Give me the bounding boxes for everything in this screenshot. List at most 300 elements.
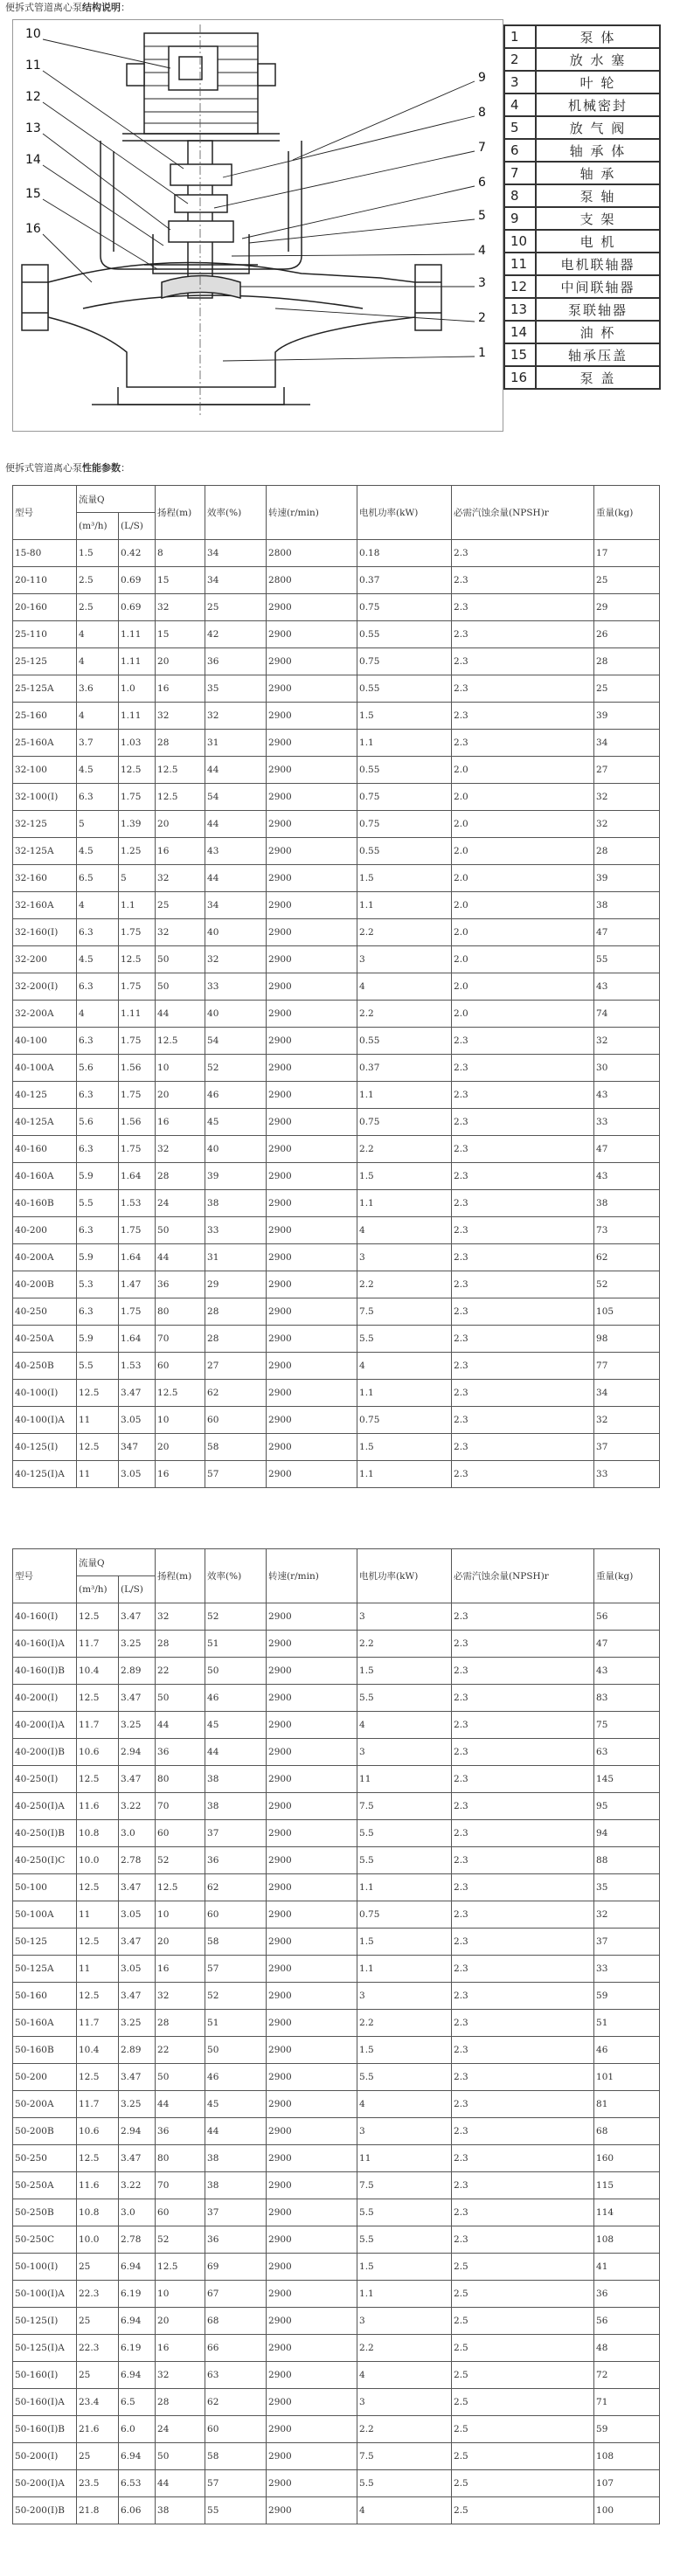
cell-flow-ls: 6.19 (119, 2335, 156, 2362)
cell-flow-m3h: 10.6 (77, 1739, 119, 1766)
callout-4: 4 (478, 244, 486, 258)
cell-speed: 2800 (267, 540, 357, 567)
cell-npsh: 2.5 (452, 2254, 594, 2281)
cell-efficiency: 42 (205, 621, 267, 648)
table-row (13, 1901, 660, 1929)
cell-flow-m3h: 6.3 (77, 1082, 119, 1109)
legend-number: 5 (504, 116, 536, 139)
cell-efficiency: 54 (205, 1028, 267, 1055)
cell-speed: 2900 (267, 2091, 357, 2118)
cell-model: 50-250C (13, 2226, 77, 2254)
cell-head: 16 (156, 838, 205, 865)
cell-npsh: 2.3 (452, 2037, 594, 2064)
cell-flow-m3h: 5.6 (77, 1109, 119, 1136)
table-row (13, 2281, 660, 2308)
cell-head: 10 (156, 1407, 205, 1434)
cell-flow-m3h: 3.7 (77, 730, 119, 757)
cell-head: 22 (156, 2037, 205, 2064)
cell-flow-ls: 1.47 (119, 1271, 156, 1298)
cell-flow-ls: 6.94 (119, 2362, 156, 2389)
table-row (13, 648, 660, 675)
cell-speed: 2900 (267, 2037, 357, 2064)
cell-npsh: 2.0 (452, 811, 594, 838)
cell-flow-m3h: 11.7 (77, 1631, 119, 1658)
cell-flow-m3h: 5.5 (77, 1190, 119, 1217)
cell-weight: 56 (594, 2308, 660, 2335)
cell-flow-m3h: 25 (77, 2443, 119, 2470)
cell-weight: 33 (594, 1956, 660, 1983)
cell-flow-ls: 1.75 (119, 919, 156, 946)
table-row (13, 1082, 660, 1109)
cell-power: 5.5 (357, 2199, 452, 2226)
cell-speed: 2900 (267, 1190, 357, 1217)
cell-model: 40-125(I)A (13, 1461, 77, 1488)
cell-speed: 2900 (267, 892, 357, 919)
cell-flow-ls: 2.89 (119, 1658, 156, 1685)
cell-power: 3 (357, 1603, 452, 1631)
cell-npsh: 2.5 (452, 2497, 594, 2524)
cell-efficiency: 62 (205, 2389, 267, 2416)
cell-efficiency: 37 (205, 1820, 267, 1847)
table-row (13, 2145, 660, 2172)
cell-npsh: 2.3 (452, 1766, 594, 1793)
cell-speed: 2900 (267, 1983, 357, 2010)
cell-speed: 2900 (267, 1244, 357, 1271)
table-row (13, 2199, 660, 2226)
cell-model: 40-100(I) (13, 1380, 77, 1407)
cell-npsh: 2.3 (452, 1028, 594, 1055)
cell-weight: 39 (594, 703, 660, 730)
cell-model: 40-250(I) (13, 1766, 77, 1793)
cell-speed: 2900 (267, 1739, 357, 1766)
cell-efficiency: 45 (205, 2091, 267, 2118)
cell-weight: 62 (594, 1244, 660, 1271)
legend-part-name: 轴承压盖 (536, 343, 660, 366)
cell-flow-m3h: 4.5 (77, 838, 119, 865)
legend-part-name: 泵 轴 (536, 184, 660, 207)
callout-3: 3 (478, 276, 486, 290)
legend-part-name: 轴 承 (536, 162, 660, 184)
cell-weight: 63 (594, 1739, 660, 1766)
cell-npsh: 2.5 (452, 2443, 594, 2470)
cell-power: 2.2 (357, 1271, 452, 1298)
legend-number: 13 (504, 298, 536, 321)
cell-speed: 2900 (267, 2226, 357, 2254)
table-row (13, 703, 660, 730)
cell-head: 28 (156, 730, 205, 757)
cell-efficiency: 38 (205, 1793, 267, 1820)
cell-flow-m3h: 12.5 (77, 1766, 119, 1793)
cell-model: 40-200B (13, 1271, 77, 1298)
cell-speed: 2900 (267, 594, 357, 621)
cell-npsh: 2.3 (452, 1271, 594, 1298)
table-row (13, 540, 660, 567)
cell-speed: 2900 (267, 1901, 357, 1929)
table-row (13, 1298, 660, 1326)
cell-weight: 36 (594, 2281, 660, 2308)
cell-flow-m3h: 6.3 (77, 973, 119, 1001)
cell-head: 20 (156, 2308, 205, 2335)
cell-head: 44 (156, 1001, 205, 1028)
cell-power: 2.2 (357, 919, 452, 946)
legend-part-name: 电 机 (536, 230, 660, 253)
cell-head: 20 (156, 1082, 205, 1109)
cell-flow-ls: 2.94 (119, 1739, 156, 1766)
cell-flow-m3h: 10.0 (77, 2226, 119, 2254)
cell-flow-m3h: 6.3 (77, 784, 119, 811)
cell-weight: 28 (594, 838, 660, 865)
cell-speed: 2900 (267, 2470, 357, 2497)
cell-flow-ls: 6.94 (119, 2308, 156, 2335)
cell-npsh: 2.3 (452, 1407, 594, 1434)
cell-power: 0.55 (357, 1028, 452, 1055)
cell-npsh: 2.3 (452, 1109, 594, 1136)
cell-flow-ls: 3.05 (119, 1956, 156, 1983)
cell-flow-m3h: 12.5 (77, 1380, 119, 1407)
legend-number: 3 (504, 71, 536, 93)
header-npsh: 必需汽蚀余量(NPSH)r (452, 1549, 594, 1603)
cell-flow-m3h: 5.9 (77, 1326, 119, 1353)
cell-weight: 75 (594, 1712, 660, 1739)
cell-npsh: 2.3 (452, 1434, 594, 1461)
cell-speed: 2900 (267, 703, 357, 730)
header-flow: 流量Q (77, 486, 156, 513)
cell-efficiency: 57 (205, 1956, 267, 1983)
cell-model: 32-100 (13, 757, 77, 784)
cell-power: 2.2 (357, 1001, 452, 1028)
cell-power: 5.5 (357, 1326, 452, 1353)
header-flow-m3h: (m³/h) (77, 513, 119, 540)
cell-efficiency: 29 (205, 1271, 267, 1298)
cell-flow-ls: 1.11 (119, 703, 156, 730)
table-row (13, 973, 660, 1001)
cell-head: 25 (156, 892, 205, 919)
cell-speed: 2900 (267, 2416, 357, 2443)
cell-flow-ls: 1.64 (119, 1163, 156, 1190)
table-row (13, 784, 660, 811)
section-title-bold: 性能参数 (82, 462, 121, 474)
table-row (13, 1163, 660, 1190)
cell-flow-ls: 1.39 (119, 811, 156, 838)
cell-model: 25-125 (13, 648, 77, 675)
callout-5: 5 (478, 209, 486, 223)
cell-flow-ls: 3.47 (119, 1380, 156, 1407)
cell-weight: 55 (594, 946, 660, 973)
table-row (13, 1766, 660, 1793)
cell-weight: 160 (594, 2145, 660, 2172)
cell-power: 3 (357, 946, 452, 973)
cell-model: 32-160(I) (13, 919, 77, 946)
cell-flow-m3h: 6.3 (77, 1028, 119, 1055)
legend-part-name: 中间联轴器 (536, 275, 660, 298)
cell-flow-m3h: 4 (77, 703, 119, 730)
cell-head: 12.5 (156, 757, 205, 784)
cell-head: 36 (156, 2118, 205, 2145)
cell-power: 1.5 (357, 703, 452, 730)
cell-weight: 115 (594, 2172, 660, 2199)
cell-head: 16 (156, 2335, 205, 2362)
cell-flow-ls: 1.25 (119, 838, 156, 865)
callout-15: 15 (25, 187, 41, 201)
cell-npsh: 2.5 (452, 2389, 594, 2416)
cell-power: 1.1 (357, 1082, 452, 1109)
cell-speed: 2900 (267, 2335, 357, 2362)
table-row (13, 919, 660, 946)
cell-flow-m3h: 12.5 (77, 1983, 119, 2010)
cell-power: 0.55 (357, 757, 452, 784)
table-row (13, 1055, 660, 1082)
callout-2: 2 (478, 311, 486, 325)
cell-npsh: 2.3 (452, 1603, 594, 1631)
cell-weight: 73 (594, 1217, 660, 1244)
cell-model: 40-100(I)A (13, 1407, 77, 1434)
cell-power: 5.5 (357, 2064, 452, 2091)
cell-speed: 2900 (267, 1631, 357, 1658)
cell-flow-ls: 6.94 (119, 2254, 156, 2281)
cell-model: 40-250(I)A (13, 1793, 77, 1820)
cell-flow-ls: 1.56 (119, 1055, 156, 1082)
cell-head: 44 (156, 2091, 205, 2118)
cell-speed: 2900 (267, 1874, 357, 1901)
cell-model: 40-100 (13, 1028, 77, 1055)
table-row (13, 1929, 660, 1956)
cell-head: 70 (156, 1326, 205, 1353)
cell-power: 1.1 (357, 730, 452, 757)
cell-npsh: 2.3 (452, 2172, 594, 2199)
cell-flow-ls: 3.0 (119, 2199, 156, 2226)
cell-model: 32-125A (13, 838, 77, 865)
cell-flow-m3h: 21.8 (77, 2497, 119, 2524)
cell-weight: 56 (594, 1603, 660, 1631)
cell-head: 20 (156, 1929, 205, 1956)
cell-speed: 2900 (267, 2281, 357, 2308)
pump-structure-diagram (12, 19, 503, 432)
cell-flow-ls: 3.47 (119, 1983, 156, 2010)
cell-speed: 2900 (267, 838, 357, 865)
cell-speed: 2900 (267, 1380, 357, 1407)
table-row (13, 1271, 660, 1298)
cell-head: 28 (156, 1631, 205, 1658)
cell-flow-m3h: 6.3 (77, 1136, 119, 1163)
cell-head: 32 (156, 1603, 205, 1631)
cell-flow-ls: 1.75 (119, 973, 156, 1001)
cell-model: 32-100(I) (13, 784, 77, 811)
cell-speed: 2900 (267, 2010, 357, 2037)
table-row (13, 1461, 660, 1488)
cell-power: 4 (357, 973, 452, 1001)
cell-speed: 2900 (267, 1712, 357, 1739)
cell-npsh: 2.3 (452, 1461, 594, 1488)
table-row (13, 2172, 660, 2199)
table-row (13, 1326, 660, 1353)
table-row (13, 1407, 660, 1434)
cell-model: 50-160(I)B (13, 2416, 77, 2443)
cell-efficiency: 43 (205, 838, 267, 865)
cell-model: 40-250B (13, 1353, 77, 1380)
cell-flow-ls: 12.5 (119, 757, 156, 784)
cell-weight: 46 (594, 2037, 660, 2064)
cell-efficiency: 32 (205, 703, 267, 730)
cell-power: 0.75 (357, 811, 452, 838)
cell-flow-ls: 1.56 (119, 1109, 156, 1136)
legend-row (504, 230, 660, 253)
cell-head: 28 (156, 2010, 205, 2037)
table-row (13, 2470, 660, 2497)
table-row (13, 2010, 660, 2037)
cell-speed: 2900 (267, 1326, 357, 1353)
cell-npsh: 2.3 (452, 1793, 594, 1820)
cell-power: 1.1 (357, 1874, 452, 1901)
cell-npsh: 2.3 (452, 1217, 594, 1244)
cell-flow-ls: 2.94 (119, 2118, 156, 2145)
header-model: 型号 (13, 486, 77, 540)
cell-flow-m3h: 12.5 (77, 1874, 119, 1901)
cell-power: 0.75 (357, 784, 452, 811)
cell-efficiency: 44 (205, 757, 267, 784)
table-row (13, 1380, 660, 1407)
cell-speed: 2900 (267, 1820, 357, 1847)
cell-flow-m3h: 10.6 (77, 2118, 119, 2145)
cell-npsh: 2.0 (452, 838, 594, 865)
cell-power: 4 (357, 2497, 452, 2524)
callout-10: 10 (25, 27, 41, 41)
table-row (13, 1739, 660, 1766)
cell-weight: 74 (594, 1001, 660, 1028)
cell-head: 80 (156, 1298, 205, 1326)
cell-weight: 98 (594, 1326, 660, 1353)
cell-flow-ls: 6.0 (119, 2416, 156, 2443)
cell-speed: 2900 (267, 675, 357, 703)
cell-head: 36 (156, 1739, 205, 1766)
cell-flow-ls: 3.05 (119, 1407, 156, 1434)
cell-model: 40-200 (13, 1217, 77, 1244)
table-row (13, 1190, 660, 1217)
cell-model: 40-160(I) (13, 1603, 77, 1631)
legend-part-name: 泵联轴器 (536, 298, 660, 321)
cell-model: 32-125 (13, 811, 77, 838)
cell-npsh: 2.0 (452, 865, 594, 892)
cell-speed: 2900 (267, 1956, 357, 1983)
callout-6: 6 (478, 176, 486, 190)
cell-power: 0.75 (357, 1109, 452, 1136)
cell-head: 10 (156, 2281, 205, 2308)
cell-power: 7.5 (357, 2443, 452, 2470)
table-row (13, 567, 660, 594)
cell-flow-m3h: 6.3 (77, 919, 119, 946)
table-row (13, 1028, 660, 1055)
callout-8: 8 (478, 106, 486, 120)
cell-model: 50-125 (13, 1929, 77, 1956)
cell-model: 40-250(I)B (13, 1820, 77, 1847)
legend-row (504, 162, 660, 184)
cell-speed: 2900 (267, 1082, 357, 1109)
cell-speed: 2900 (267, 1271, 357, 1298)
table-row (13, 1956, 660, 1983)
cell-model: 40-125 (13, 1082, 77, 1109)
cell-speed: 2900 (267, 2145, 357, 2172)
table-row (13, 1434, 660, 1461)
cell-power: 4 (357, 2362, 452, 2389)
cell-head: 10 (156, 1901, 205, 1929)
cell-power: 1.1 (357, 2281, 452, 2308)
cell-power: 3 (357, 1739, 452, 1766)
cell-head: 32 (156, 1136, 205, 1163)
cell-npsh: 2.5 (452, 2281, 594, 2308)
cell-npsh: 2.5 (452, 2308, 594, 2335)
cell-speed: 2900 (267, 621, 357, 648)
cell-efficiency: 35 (205, 675, 267, 703)
callout-9: 9 (478, 71, 486, 85)
cell-efficiency: 52 (205, 1983, 267, 2010)
cell-weight: 32 (594, 1901, 660, 1929)
cell-flow-ls: 1.03 (119, 730, 156, 757)
cell-power: 2.2 (357, 2010, 452, 2037)
cell-flow-ls: 3.22 (119, 1793, 156, 1820)
cell-efficiency: 44 (205, 1739, 267, 1766)
legend-row (504, 366, 660, 389)
cell-power: 7.5 (357, 2172, 452, 2199)
cell-head: 50 (156, 946, 205, 973)
cell-flow-m3h: 4 (77, 621, 119, 648)
header-flow-m3h: (m³/h) (77, 1576, 119, 1603)
cell-head: 32 (156, 594, 205, 621)
cell-head: 10 (156, 1055, 205, 1082)
legend-row (504, 253, 660, 275)
cell-flow-m3h: 22.3 (77, 2281, 119, 2308)
cell-model: 15-80 (13, 540, 77, 567)
cell-flow-ls: 1.53 (119, 1353, 156, 1380)
cell-power: 2.2 (357, 2335, 452, 2362)
table-row (13, 2064, 660, 2091)
cell-efficiency: 44 (205, 2118, 267, 2145)
cell-weight: 43 (594, 1082, 660, 1109)
cell-efficiency: 31 (205, 1244, 267, 1271)
cell-power: 1.1 (357, 1380, 452, 1407)
cell-efficiency: 57 (205, 1461, 267, 1488)
legend-number: 8 (504, 184, 536, 207)
cell-model: 40-200(I)A (13, 1712, 77, 1739)
cell-speed: 2900 (267, 1298, 357, 1326)
legend-row (504, 184, 660, 207)
cell-head: 16 (156, 1461, 205, 1488)
cell-weight: 29 (594, 594, 660, 621)
cell-npsh: 2.0 (452, 946, 594, 973)
cell-model: 40-160 (13, 1136, 77, 1163)
cell-power: 0.18 (357, 540, 452, 567)
cell-speed: 2900 (267, 973, 357, 1001)
cell-head: 28 (156, 2389, 205, 2416)
cell-flow-m3h: 1.5 (77, 540, 119, 567)
legend-part-name: 泵 盖 (536, 366, 660, 389)
cell-flow-m3h: 21.6 (77, 2416, 119, 2443)
cell-npsh: 2.3 (452, 1658, 594, 1685)
cell-head: 44 (156, 1712, 205, 1739)
cell-power: 1.5 (357, 865, 452, 892)
cell-flow-m3h: 25 (77, 2362, 119, 2389)
cell-flow-ls: 3.47 (119, 1929, 156, 1956)
cell-weight: 37 (594, 1434, 660, 1461)
table-row (13, 1136, 660, 1163)
cell-flow-ls: 347 (119, 1434, 156, 1461)
cell-speed: 2900 (267, 2308, 357, 2335)
cell-efficiency: 50 (205, 2037, 267, 2064)
cell-efficiency: 45 (205, 1109, 267, 1136)
cell-flow-ls: 3.47 (119, 2145, 156, 2172)
cell-flow-m3h: 10.8 (77, 1820, 119, 1847)
cell-power: 0.55 (357, 675, 452, 703)
cell-flow-m3h: 10.8 (77, 2199, 119, 2226)
cell-npsh: 2.3 (452, 1685, 594, 1712)
